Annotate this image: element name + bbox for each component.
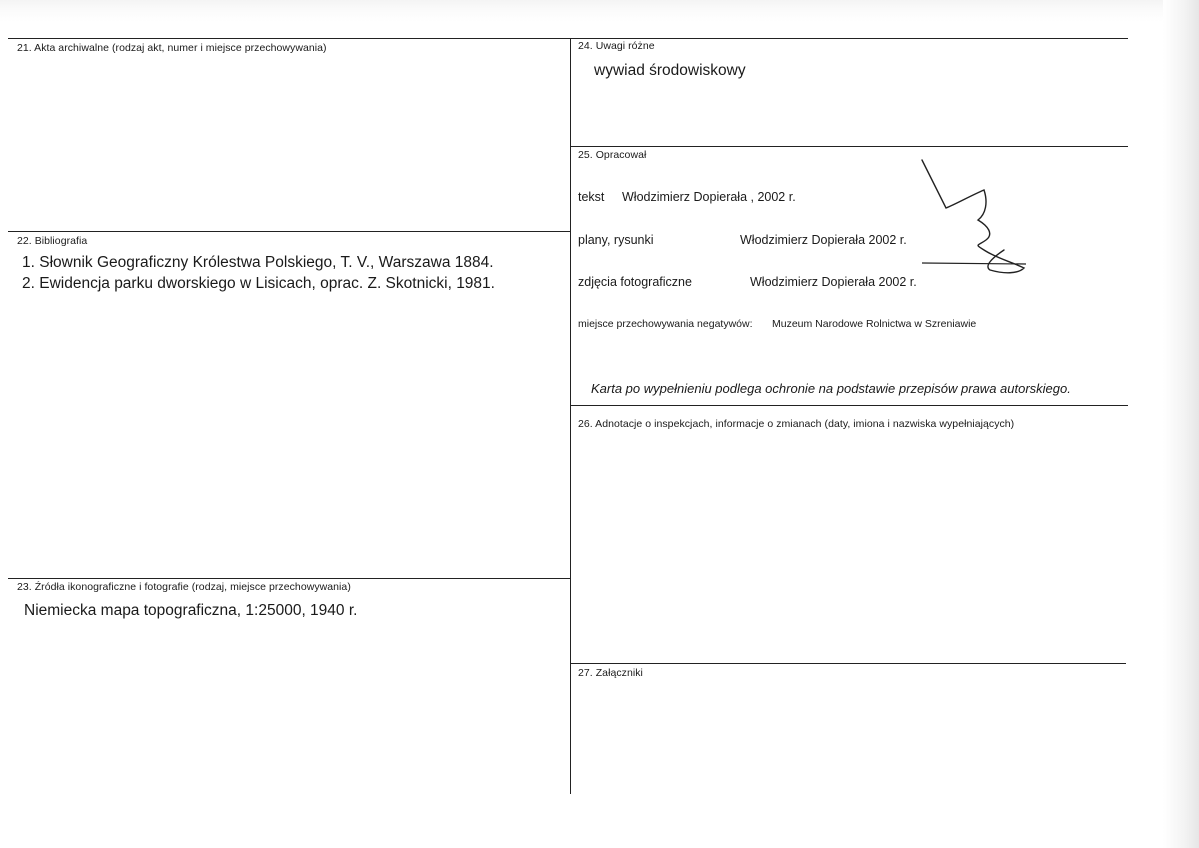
tekst-label: tekst [578, 190, 605, 204]
column-divider [570, 38, 571, 794]
scan-right-edge [1163, 0, 1199, 848]
section-24-label: 24. Uwagi różne [578, 40, 655, 52]
section-27-label: 27. Załączniki [578, 667, 643, 679]
copyright-note: Karta po wypełnieniu podlega ochronie na podstawie przepisów prawa autorskiego. [591, 381, 1071, 396]
form-top-rule [8, 38, 1128, 39]
bibliography-item: 2. Ewidencja parku dworskiego w Lisicach, oprac. Z. Skotnicki, 1981. [22, 275, 495, 292]
section-25-label: 25. Opracował [578, 149, 647, 161]
rule-s26 [570, 405, 1128, 406]
section-23-label: 23. Źródła ikonograficzne i fotografie (rodzaj, miejsce przechowywania) [17, 581, 351, 593]
zdjecia-label: zdjęcia fotograficzne [578, 275, 692, 289]
rule-s23 [8, 578, 570, 579]
plany-value: Włodzimierz Dopierała 2002 r. [740, 233, 907, 247]
scan-top-edge [0, 0, 1199, 22]
bibliography-item: 1. Słownik Geograficzny Królestwa Polskiego, T. V., Warszawa 1884. [22, 254, 494, 271]
negatywy-value: Muzeum Narodowe Rolnictwa w Szreniawie [772, 318, 977, 330]
rule-s27 [570, 663, 1126, 664]
section-24-content: wywiad środowiskowy [594, 62, 746, 79]
rule-s25 [570, 146, 1128, 147]
zdjecia-value: Włodzimierz Dopierała 2002 r. [750, 275, 917, 289]
section-22-label: 22. Bibliografia [17, 235, 88, 247]
signature-icon [900, 150, 1040, 280]
section-21-label: 21. Akta archiwalne (rodzaj akt, numer i miejsce przechowywania) [17, 42, 327, 54]
tekst-value: Włodzimierz Dopierała , 2002 r. [622, 190, 796, 204]
negatywy-label: miejsce przechowywania negatywów: [578, 318, 753, 330]
section-23-content: Niemiecka mapa topograficzna, 1:25000, 1940 r. [24, 602, 358, 619]
rule-s22 [8, 231, 570, 232]
section-26-label: 26. Adnotacje o inspekcjach, informacje o zmianach (daty, imiona i nazwiska wypełniających) [578, 418, 1015, 430]
plany-label: plany, rysunki [578, 233, 654, 247]
